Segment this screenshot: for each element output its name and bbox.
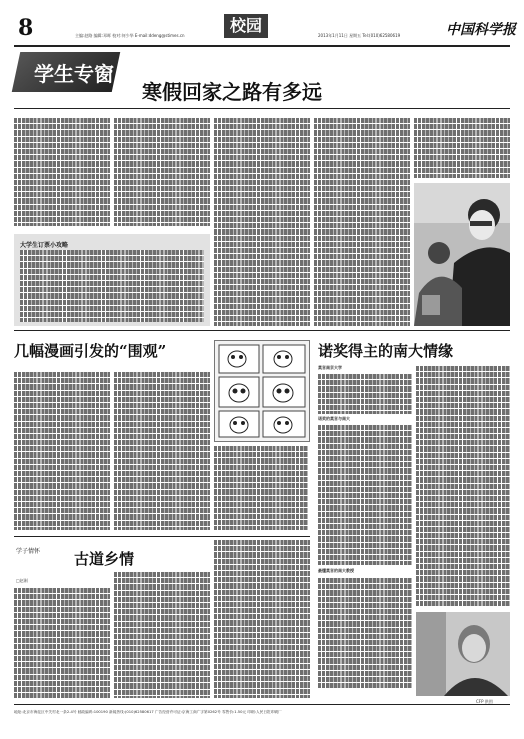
- footer-rule: [14, 704, 510, 705]
- hometown-column-2: [114, 572, 210, 698]
- manga-column-2: [114, 372, 210, 530]
- nobel-title: 诺奖得主的南大情缘: [318, 342, 454, 360]
- header-rule: [14, 45, 510, 47]
- editor-line: 主编:赵路 编辑:邓晖 校对:何少华 E-mail:ddeng@stimes.cn: [75, 33, 185, 38]
- manga-title: 几幅漫画引发的“围观”: [14, 342, 167, 360]
- nobel-column-4: [318, 578, 412, 688]
- feature-column-3: [214, 118, 310, 326]
- nobel-sub3: 最懂莫言的南大教授: [318, 568, 354, 573]
- author-portrait-image: [416, 612, 510, 696]
- feature-column-5: [414, 118, 510, 178]
- nobel-column-2: [318, 425, 412, 565]
- feature-title: 寒假回家之路有多远: [142, 80, 322, 104]
- cartoon-panel: [214, 340, 310, 442]
- hometown-kicker: 学子情怀: [16, 548, 41, 555]
- travelers-photo-image: [414, 183, 510, 326]
- section-label: 校园: [229, 16, 262, 35]
- tips-box: [14, 234, 210, 326]
- footer-text: 地址:北京市海淀区中关村北一条2-4号 邮政编码:100190 新闻热线:(010)62580617 广告经营许可证:京海工商广字第0262号 零售价:1.50元 印刷:人民日报印刷厂: [14, 710, 282, 714]
- masthead: 中国科学报: [446, 22, 516, 38]
- photo-caption: CFP 供图: [476, 699, 493, 704]
- mid-rule: [14, 330, 510, 331]
- date-line: 2013年1月11日 星期五 Tel:(010)62580619: [318, 33, 401, 38]
- nobel-sub2: 诺奖的莫言与南大: [318, 416, 350, 421]
- feature-column-1: [14, 118, 110, 226]
- nobel-photo: [416, 612, 510, 696]
- hometown-column-3: [214, 540, 310, 698]
- hometown-byline: □赵刚: [16, 578, 28, 583]
- nobel-column-3: [416, 366, 510, 606]
- feature-rule: [14, 108, 510, 109]
- nobel-column-1: [318, 374, 412, 414]
- nobel-sub1: 莫言南京大学: [318, 365, 342, 370]
- page-number: 8: [18, 15, 34, 41]
- lower-rule: [14, 536, 310, 537]
- hometown-column-1: [14, 588, 110, 698]
- section-label-box: [224, 14, 268, 38]
- tips-box-text: [20, 250, 204, 322]
- hometown-title: 古道乡情: [74, 550, 135, 568]
- feature-photo: [414, 183, 510, 326]
- tips-box-title: 大学生订票小攻略: [20, 242, 69, 249]
- manga-column-3: [214, 446, 308, 530]
- feature-column-4: [314, 118, 410, 326]
- manga-column-1: [14, 372, 110, 530]
- panda-cartoon-image: [215, 341, 309, 441]
- feature-column-2: [114, 118, 210, 226]
- feature-banner-label: 学生专窗: [34, 62, 114, 86]
